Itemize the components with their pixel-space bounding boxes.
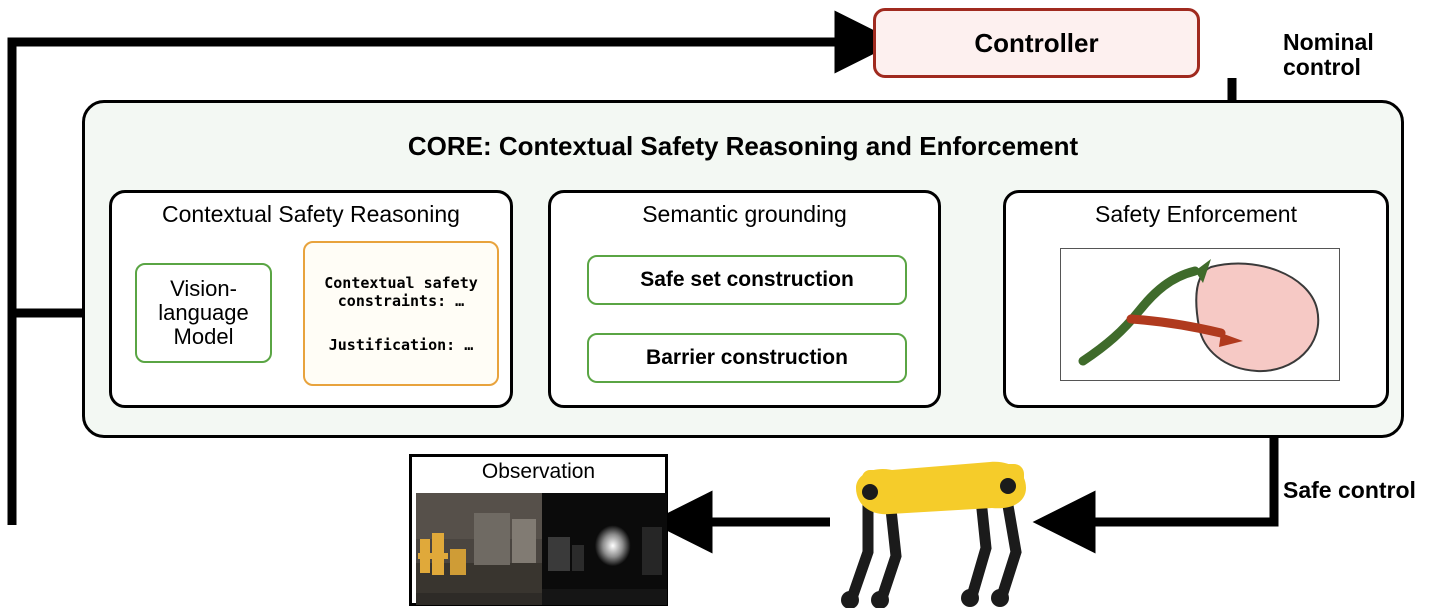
observation-images [416, 493, 667, 605]
vision-language-model-box [135, 263, 272, 363]
controller-node [873, 8, 1200, 78]
barrier-construction-label: Barrier construction [646, 346, 848, 369]
contextual-safety-constraints-box [303, 241, 499, 386]
safe-set-construction-label: Safe set construction [640, 268, 854, 291]
panel-semantic-grounding-title: Semantic grounding [642, 201, 847, 227]
rgb-scene-icon [416, 493, 542, 605]
constraints-text: Contextual safety constraints: … [324, 273, 478, 310]
depth-scene-icon [542, 493, 668, 605]
panel-contextual-safety-reasoning [109, 190, 513, 408]
panel-safety-enforcement-title: Safety Enforcement [1095, 201, 1297, 227]
panel-semantic-grounding [548, 190, 941, 408]
barrier-construction-box [587, 333, 907, 383]
panel-safety-enforcement [1003, 190, 1389, 408]
vision-language-model-label: Vision-language Model [158, 276, 249, 349]
depth-image [542, 493, 668, 605]
safety-enforcement-plot [1060, 248, 1340, 381]
label-nominal-control: Nominal control [1283, 29, 1374, 81]
controller-label: Controller [974, 27, 1099, 58]
safe-set-construction-box [587, 255, 907, 305]
quadruped-robot-icon [830, 448, 1055, 608]
core-title: CORE: Contextual Safety Reasoning and Enforcement [407, 131, 1079, 161]
observation-box [409, 454, 668, 606]
observation-title: Observation [481, 460, 596, 483]
trajectory-diagram-icon [1061, 249, 1340, 381]
label-safe-control: Safe control [1283, 477, 1416, 503]
rgb-image [416, 493, 542, 605]
justification-text: Justification: … [328, 335, 474, 354]
panel-contextual-safety-reasoning-title: Contextual Safety Reasoning [162, 201, 460, 227]
